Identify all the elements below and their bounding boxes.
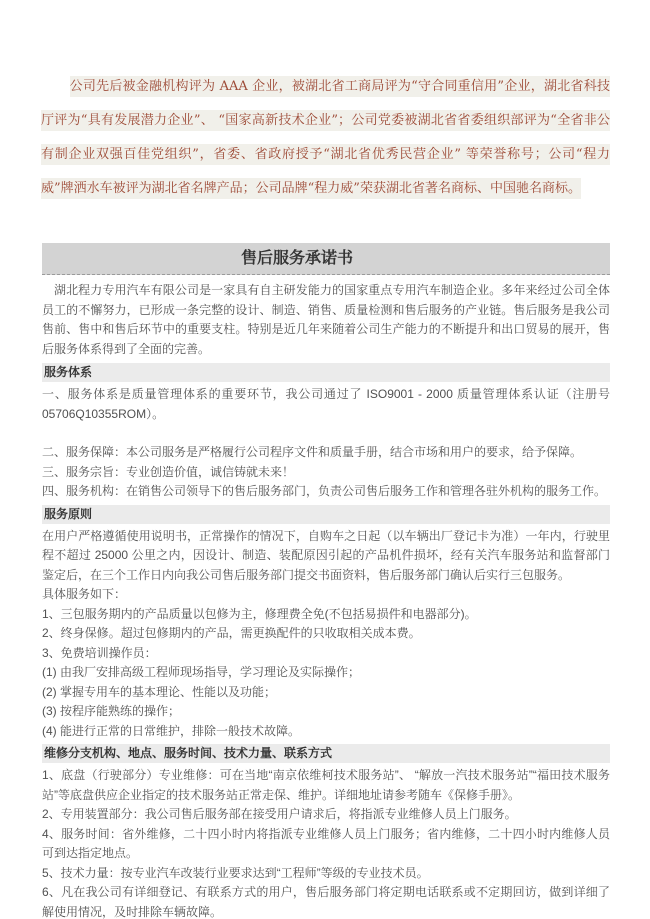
service-system-item: 二、服务保障：本公司服务是严格履行公司程序文件和质量手册，结合市场和用户的要求，给予保障。 — [42, 445, 583, 459]
section-header-service-system: 服务体系 — [42, 363, 610, 382]
training-subitem: (4) 能进行正常的日常维护，排除一般技术故障。 — [42, 723, 301, 738]
service-system-item: 一、服务体系是质量管理体系的重要环节，我公司通过了 ISO9001 - 2000 质量管理体系认证（注册号 05706Q10355ROM）。 — [42, 387, 610, 421]
training-subitem: (1) 由我厂安排高级工程师现场指导，学习理论及实际操作； — [42, 665, 361, 679]
service-principles-item: 3、免费培训操作员： — [42, 645, 157, 660]
intro-paragraph: 湖北程力专用汽车有限公司是一家具有自主研发能力的国家重点专用汽车制造企业。多年来经过公司全体员工的不懈努力，已形成一条完整的设计、制造、销售、质量检测和售后服务的产业链。售后服务是我公司售前、售中和售后环节中的重要支柱。特别是近几年来随着公司生产能力的不断提升和出口贸易的展开，售后服务体系得到了全面的完善。 — [42, 283, 610, 356]
service-network-item: 6、凡在我公司有详细登记、有联系方式的用户，售后服务部门将定期电话联系或不定期回访，做到详细了解使用情况，及时排除车辆故障。 — [42, 885, 610, 919]
company-honors-paragraph — [41, 0, 610, 206]
section-header-service-network: 维修分支机构、地点、服务时间、技术力量、联系方式 — [42, 744, 610, 763]
warranty-policy-paragraph: 在用户严格遵循使用说明书，正常操作的情况下，自购车之日起（以车辆出厂登记卡为准）一年内，行驶里程不超过 25000 公里之内，因设计、制造、装配原因引起的产品机件损坏，经有关汽车服务站和监督部门鉴定后，在三个工作日内向我公司售后服务部门提交书面资料，售后服务部门确认后实行三包服务。 — [42, 528, 610, 582]
service-network-item: 5、技术力量：按专业汽车改装行业要求达到“工程师”等级的专业技术员。 — [42, 865, 429, 880]
service-network-item: 4、服务时间：省外维修，二十四小时内将指派专业维修人员上门服务；省内维修，二十四小时内维修人员可到达指定地点。 — [42, 826, 610, 860]
service-system-item: 三、服务宗旨：专业创造价值，诚信铸就未来！ — [42, 464, 295, 479]
service-network-item: 1、底盘（行驶部分）专业维修：可在当地“南京依维柯技术服务站”、 “解放一汽技术服务站”“福田技术服务站”等底盘供应企业指定的技术服务站正常走保、维护。详细地址请参考随车《保修手册》。 — [42, 768, 610, 802]
training-subitem: (3) 按程序能熟练的操作； — [42, 704, 181, 718]
section-header-service-principles: 服务原则 — [42, 505, 610, 524]
service-principles-item: 2、终身保修。超过包修期内的产品，需更换配件的只收取相关成本费。 — [42, 626, 421, 640]
page-title: 售后服务承诺书 — [42, 243, 610, 275]
service-principles-item: 1、三包服务期内的产品质量以包修为主，修理费全免(不包括易损件和电器部分)。 — [42, 606, 477, 621]
service-system-item: 四、服务机构：在销售公司领导下的售后服务部门，负责公司售后服务工作和管理各驻外机构的服务工作。 — [42, 484, 607, 498]
honors-highlight-text: 公司先后被金融机构评为 AAA 企业，被湖北省工商局评为“守合同重信用”企业，湖北省科技厅评为“具有发展潜力企业”、 “国家高新技术企业”；公司党委被湖北省省委组织部评为“全省非公有制企业双强百佳党组织”，省委、省政府授予“湖北省优秀民营企业” 等荣誉称号；公司“程力威”牌洒水车被评为湖北省名牌产品；公司品牌“程力威”荣获湖北省著名商标、中国驰名商标。 — [41, 76, 610, 199]
service-network-item: 2、专用装置部分：我公司售后服务部在接受用户请求后，将指派专业维修人员上门服务。 — [42, 807, 517, 821]
specific-services-label: 具体服务如下： — [42, 587, 127, 601]
training-subitem: (2) 掌握专用车的基本理论、性能以及功能； — [42, 684, 277, 699]
